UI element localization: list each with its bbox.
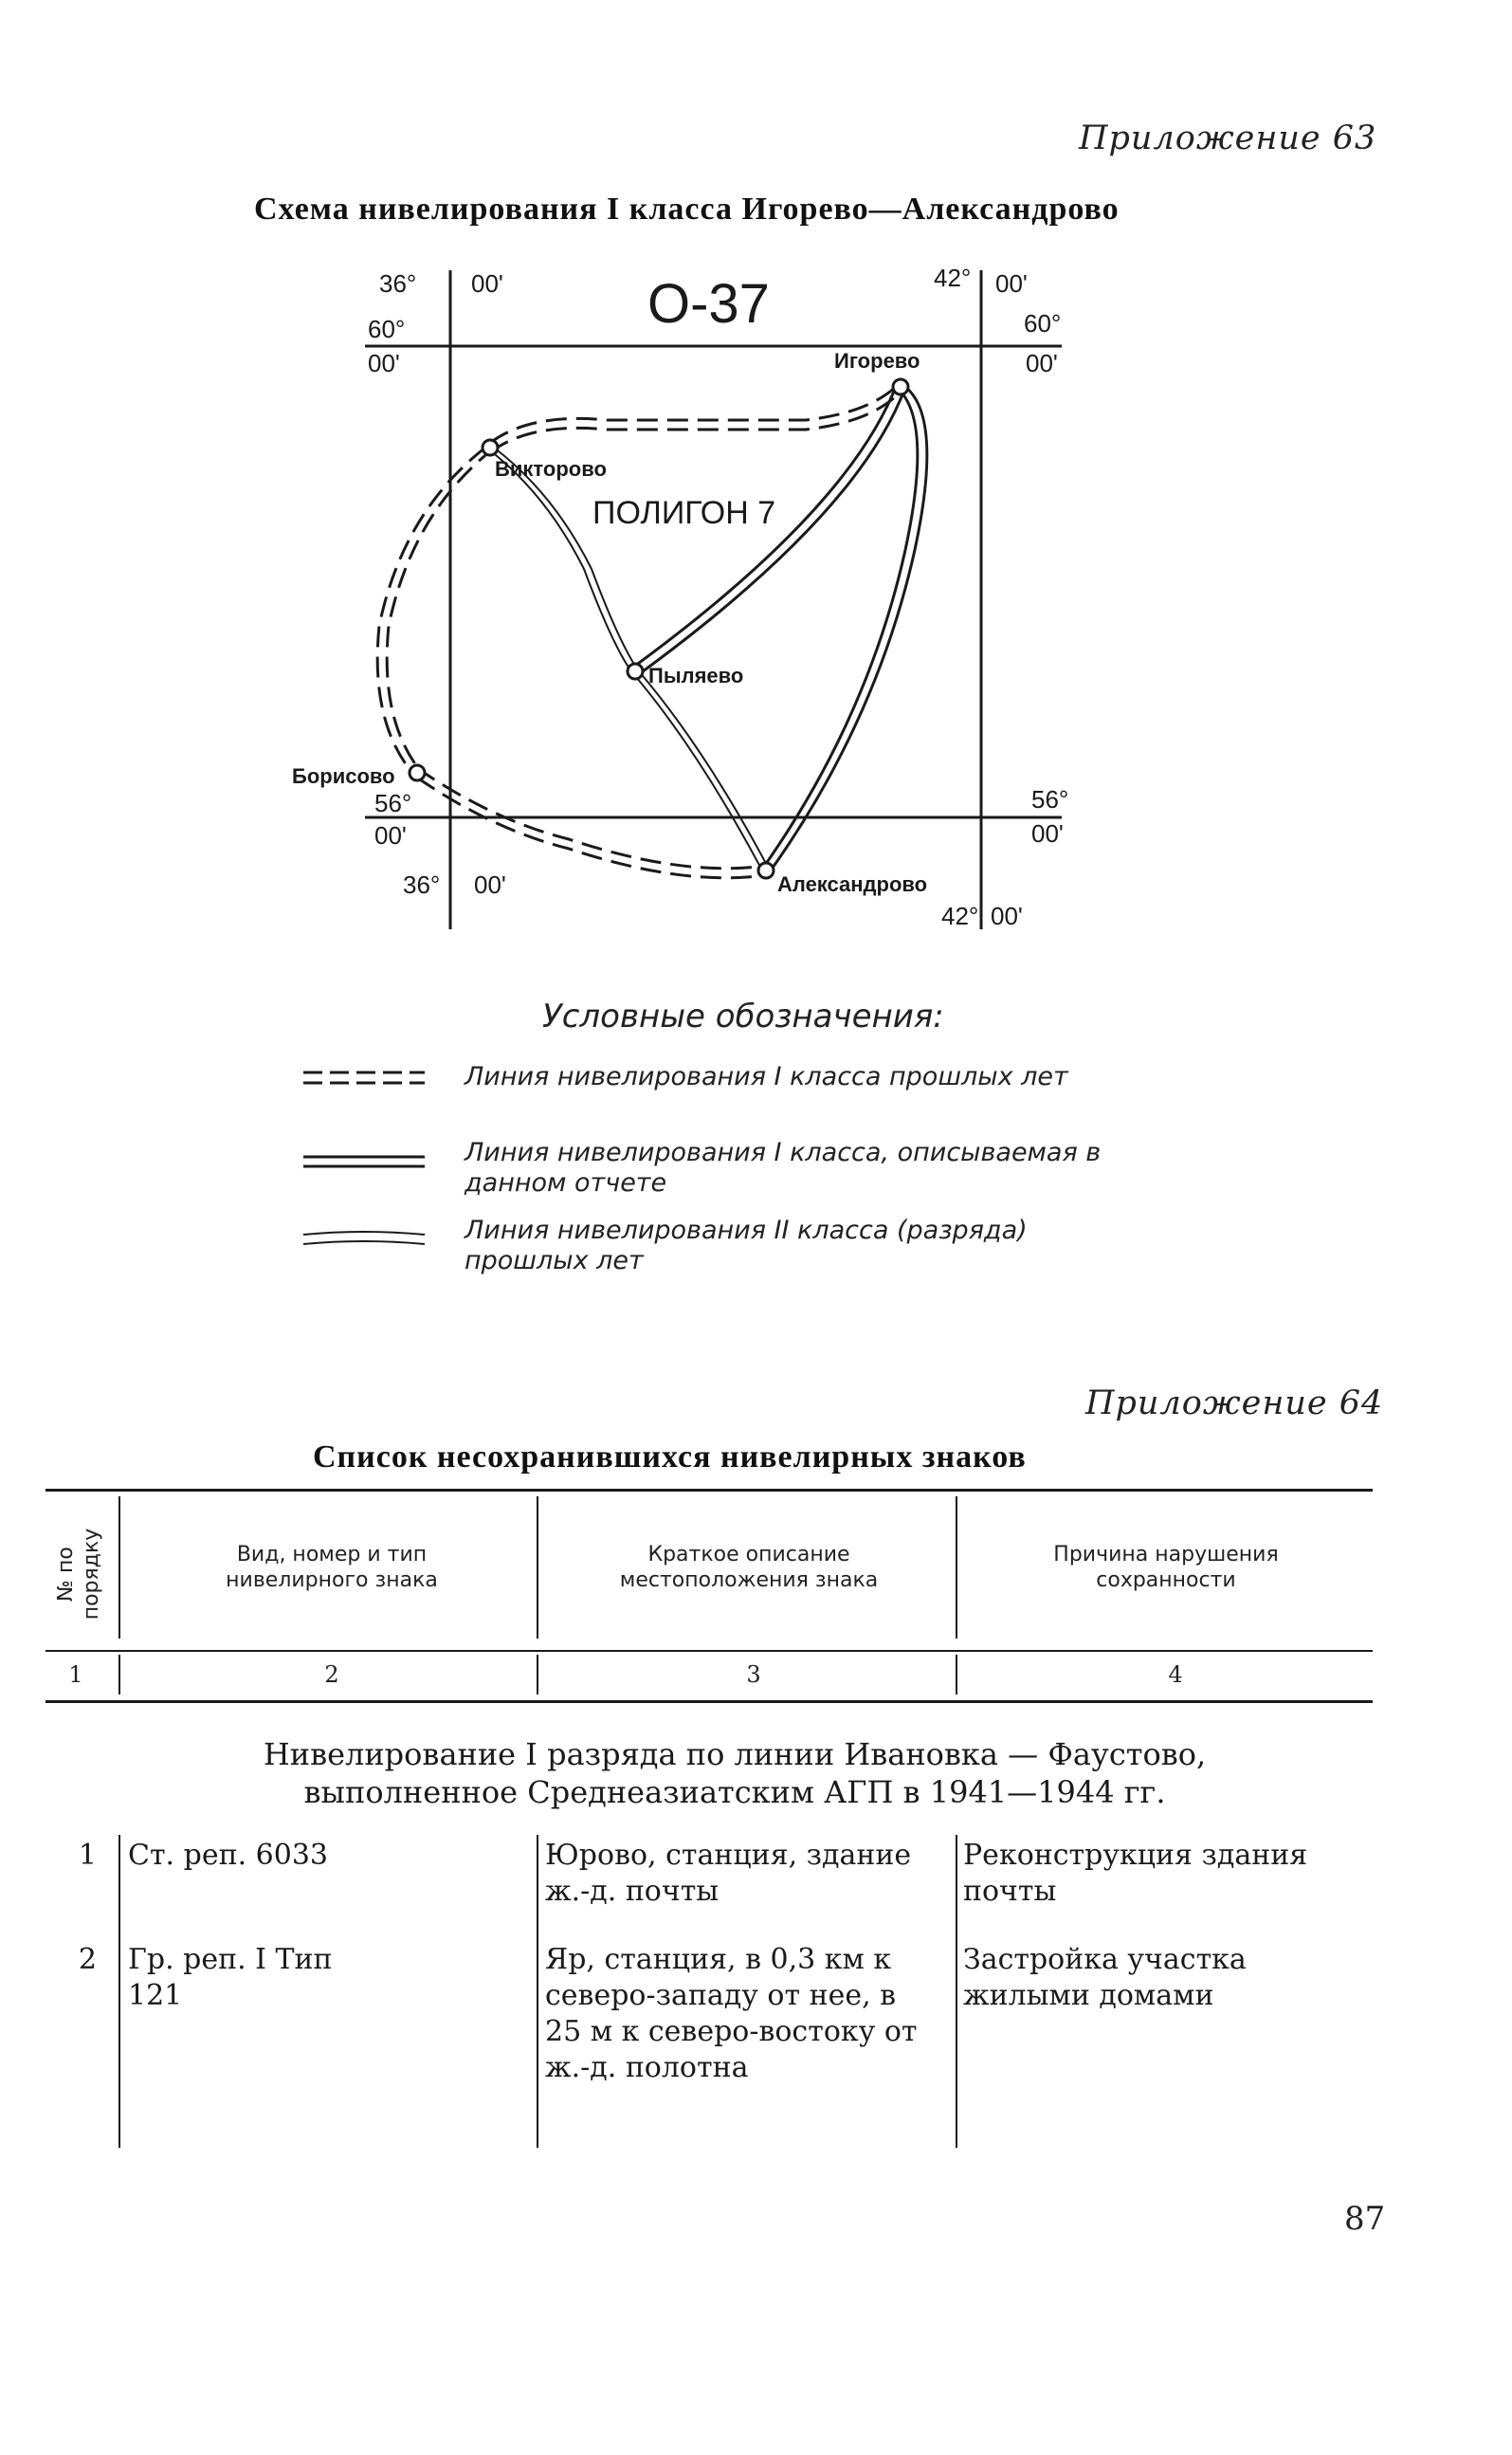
- colnum-4: 4: [1168, 1661, 1183, 1688]
- town-marker-viktorovo: [483, 440, 498, 455]
- table-col-divider-2: [537, 1496, 538, 1639]
- colnum-1: 1: [68, 1661, 83, 1688]
- lat-top-right-deg: 60°: [1024, 309, 1062, 338]
- legend-heading: Условные обозначения:: [542, 998, 944, 1035]
- header-cell-number: [46, 1496, 112, 1648]
- town-label-borisovo: Борисово: [292, 764, 395, 788]
- row-2-location: Яр, станция, в 0,3 км к северо-западу от нее, в 25 м к северо-востоку от ж.-д. полотна: [545, 1943, 918, 2084]
- lat-bottom-left-deg: 56°: [374, 789, 412, 817]
- table-colnum-divider-1: [118, 1655, 120, 1695]
- lat-bottom-right-deg: 56°: [1031, 785, 1069, 814]
- header-reason: Причина нарушения сохранности: [1053, 1543, 1279, 1592]
- appendix-64-label: Приложение 64: [1085, 1384, 1384, 1422]
- row-1-sign: Ст. реп. 6033: [128, 1839, 328, 1872]
- table-col-divider-1: [118, 1496, 120, 1639]
- scheme-title: Схема нивелирования I класса Игорево—Александрово: [254, 192, 1120, 227]
- lon-right-top-min: 00': [995, 269, 1028, 298]
- lon-left-bottom-deg: 36°: [403, 870, 441, 899]
- lat-top-right-min: 00': [1026, 349, 1058, 377]
- body-col-divider-3: [956, 1835, 957, 2148]
- colnum-2: 2: [324, 1661, 339, 1688]
- legend-symbol-class1-past: [303, 1064, 427, 1092]
- row-2-number: 2: [78, 1943, 97, 1976]
- header-number-text: № по порядку: [54, 1528, 103, 1621]
- row-2-sign: Гр. реп. I Тип 121: [128, 1943, 333, 2012]
- lat-bottom-right-min: 00': [1031, 819, 1064, 848]
- town-marker-pylyaevo: [628, 664, 643, 679]
- lon-right-bottom-deg: 42°: [941, 902, 979, 930]
- polygon-label: ПОЛИГОН 7: [592, 495, 776, 531]
- class1-past-lines: [377, 382, 901, 878]
- lon-left-bottom-min: 00': [474, 870, 506, 899]
- town-label-igorevo: Игорево: [834, 349, 920, 373]
- row-2-reason: Застройка участка жилыми домами: [963, 1943, 1247, 2012]
- map-sheet-label: О-37: [647, 273, 770, 335]
- colnum-3: 3: [746, 1661, 761, 1688]
- page-number: 87: [1344, 2200, 1386, 2238]
- table-colnum-rule: [46, 1700, 1373, 1703]
- body-col-divider-2: [537, 1835, 538, 2148]
- appendix-63-label: Приложение 63: [1079, 119, 1377, 157]
- town-label-pylyaevo: Пыляево: [648, 664, 744, 687]
- lon-right-top-deg: 42°: [934, 264, 972, 292]
- row-1-number: 1: [78, 1839, 97, 1872]
- row-1-reason: Реконструкция здания почты: [963, 1839, 1308, 1908]
- body-col-divider-1: [118, 1835, 120, 2148]
- town-marker-borisovo: [410, 765, 425, 780]
- table-header-rule: [46, 1650, 1373, 1652]
- legend-symbol-class2-past: [303, 1225, 427, 1254]
- list-title: Список несохранившихся нивелирных знаков: [313, 1439, 1027, 1475]
- legend-text-class1-report: Линия нивелирования I класса, описываемая в данном отчете: [465, 1138, 1102, 1198]
- legend-text-class1-past: Линия нивелирования I класса прошлых лет: [465, 1062, 1068, 1091]
- table-top-rule: [46, 1489, 1373, 1492]
- lon-right-bottom-min: 00': [991, 902, 1023, 930]
- lat-bottom-left-min: 00': [374, 821, 407, 850]
- lon-left-top-deg: 36°: [379, 269, 417, 298]
- town-marker-aleksandrovo: [758, 863, 774, 878]
- header-sign-type: Вид, номер и тип нивелирного знака: [226, 1543, 438, 1592]
- lon-left-top-min: 00': [471, 269, 503, 298]
- table-colnum-divider-2: [537, 1655, 538, 1695]
- lat-top-left-deg: 60°: [368, 315, 406, 343]
- table-col-divider-3: [956, 1496, 957, 1639]
- leveling-scheme-map: [0, 247, 1512, 967]
- lat-top-left-min: 00': [368, 349, 400, 377]
- row-1-location: Юрово, станция, здание ж.-д. почты: [545, 1839, 912, 1908]
- legend-symbol-class1-report: [303, 1147, 427, 1176]
- table-section-heading: Нивелирование I разряда по линии Ивановка — Фаустово, выполненное Среднеазиатским АГП в 1941—1944 гг.: [263, 1736, 1207, 1810]
- town-label-viktorovo: Викторово: [495, 457, 607, 481]
- town-label-aleksandrovo: Александрово: [777, 872, 928, 896]
- class1-report-lines: [631, 384, 927, 870]
- legend-text-class2-past: Линия нивелирования II класса (разряда) прошлых лет: [465, 1216, 1028, 1275]
- header-location: Краткое описание местоположения знака: [619, 1543, 879, 1592]
- table-colnum-divider-3: [956, 1655, 957, 1695]
- town-marker-igorevo: [893, 379, 908, 394]
